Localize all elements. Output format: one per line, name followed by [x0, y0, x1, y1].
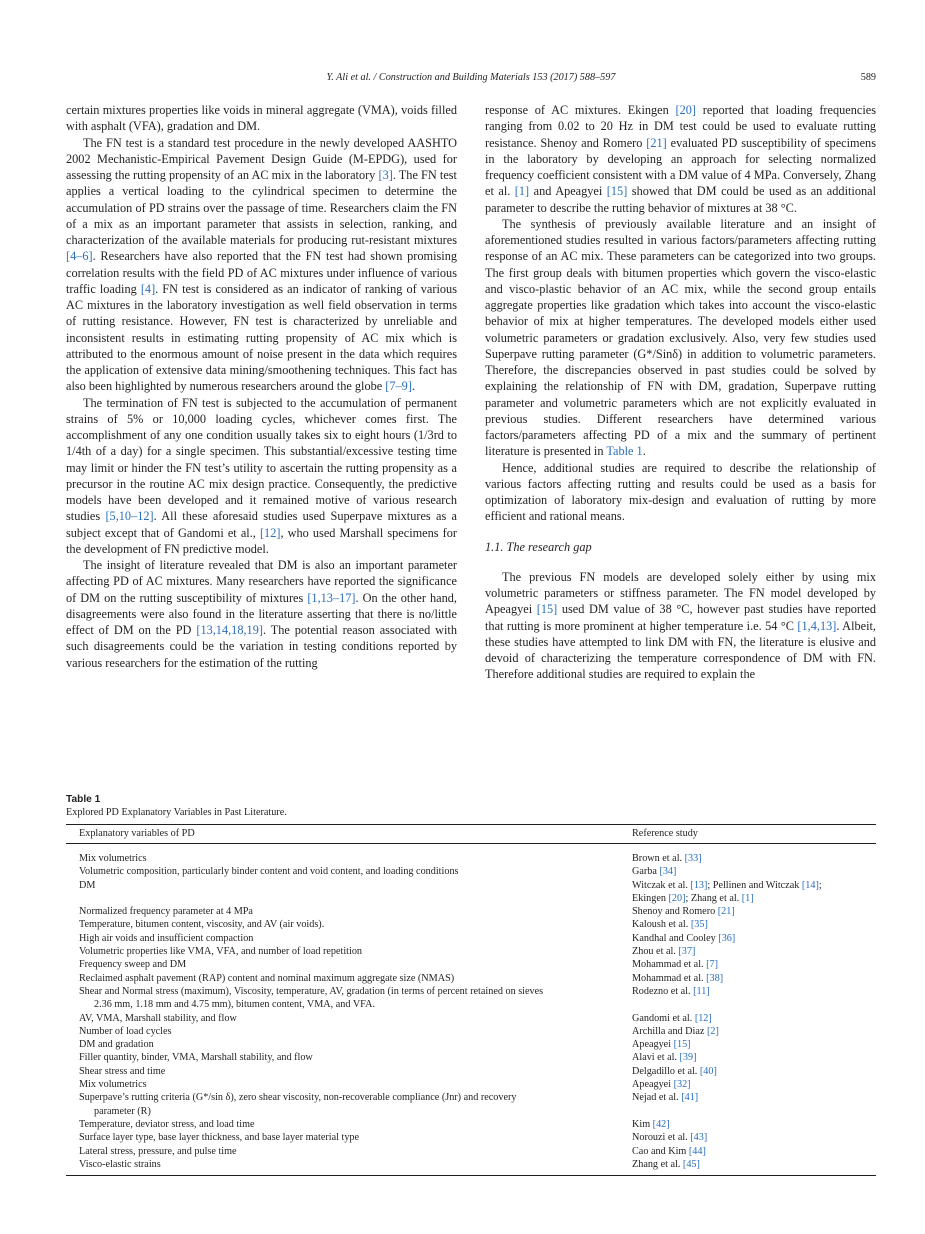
- citation-link[interactable]: [4–6]: [66, 249, 93, 264]
- reference-author: Alavi et al.: [632, 1052, 680, 1064]
- explanatory-variables-table: [66, 824, 876, 1176]
- reference-author: Norouzi et al.: [632, 1132, 691, 1144]
- variable-cell: [66, 918, 619, 931]
- variable-text: Temperature, deviator stress, and load time: [79, 1118, 255, 1130]
- table-row: [66, 1012, 876, 1025]
- variable-text: Filler quantity, binder, VMA, Marshall stability, and flow: [79, 1052, 313, 1064]
- table-1: [66, 793, 876, 1176]
- table-row: [66, 972, 876, 985]
- citation-link[interactable]: [2]: [706, 1025, 719, 1037]
- reference-author: Kaloush et al.: [632, 919, 691, 931]
- variable-text-continued: parameter (R): [94, 1105, 151, 1117]
- reference-cell: [619, 1051, 876, 1064]
- variable-text: Frequency sweep and DM: [79, 959, 187, 971]
- reference-cell: [619, 1131, 876, 1144]
- variable-cell: [66, 844, 619, 866]
- table-row: [66, 932, 876, 945]
- reference-cell: [619, 932, 876, 945]
- text: The termination of FN test is subjected to the accumulation of permanent strains of 5% or 10,000 loading cycles, whichever comes first. The accomplishment of any one condition usually takes six to eight hours (1/3rd to 1/4th of a day) for a single specimen. This substantial/excessive testing time may limit or hinder the FN test’s utility to ascertain the rutting propensity as a precursor in the routine AC mix design practice. Consequently, the predictive models have been developed and it remained motive of various research studies: [66, 395, 457, 524]
- table-row: [66, 905, 876, 918]
- reference-author: Archilla and Diaz: [632, 1025, 707, 1037]
- table-caption: Explored PD Explanatory Variables in Past Literature.: [66, 807, 287, 818]
- text: . Albeit, these studies have attempted to link DM with FN, the literature is elusive and devoid of characterizing the temperature correspondence of DM with FN. Therefore additional studies are required to explain the: [485, 618, 876, 682]
- variable-cell: [66, 865, 619, 878]
- reference-cell: [619, 1158, 876, 1176]
- citation-link[interactable]: [41]: [681, 1092, 699, 1104]
- variable-cell: [66, 1131, 619, 1144]
- citation-link[interactable]: [1,4,13]: [797, 618, 837, 633]
- table-label: Table 1: [66, 794, 101, 805]
- citation-link[interactable]: [1]: [514, 184, 530, 199]
- text: . The potential reason associated with such disagreements could be the variation in testing conditions reported by various researchers for the estimation of the rutting: [66, 623, 457, 670]
- variable-cell: [66, 1078, 619, 1091]
- table-link[interactable]: Table 1: [606, 444, 643, 459]
- citation-link[interactable]: [33]: [684, 853, 702, 864]
- variable-text: Number of load cycles: [79, 1025, 172, 1037]
- text: . Researchers have also reported that the FN test had shown promising correlation results with the field PD of AC mixtures under influence of various traffic loading: [66, 249, 457, 296]
- variable-text: Mix volumetrics: [79, 1079, 147, 1091]
- reference-author: Kim: [632, 1118, 653, 1130]
- reference-cell: [619, 879, 876, 906]
- reference-author: Brown et al.: [632, 853, 685, 864]
- paragraph: [485, 216, 876, 460]
- variable-cell: [66, 879, 619, 906]
- reference-author: Garba: [632, 866, 660, 878]
- reference-cell: [619, 972, 876, 985]
- text: evaluated PD susceptibility of specimens in the laboratory by developing an approach for selecting normalized frequency coefficient consistent with a DM value of 4 MPa. Conversely, Zhang et al.: [485, 135, 876, 199]
- text: . All these aforesaid studies used Superpave mixtures as a subject except that of Gandomi et al.,: [66, 509, 457, 540]
- reference-author: ;: [818, 879, 822, 891]
- section-heading: 1.1. The research gap: [485, 539, 592, 554]
- citation-link[interactable]: [11]: [693, 985, 710, 997]
- reference-author: Apeagyei: [632, 1079, 674, 1091]
- reference-author: Witczak et al.: [632, 879, 691, 891]
- citation-link[interactable]: [37]: [678, 946, 696, 958]
- variable-text: Volumetric properties like VMA, VFA, and number of load repetition: [79, 946, 363, 958]
- page-number: 589: [860, 72, 876, 83]
- variable-cell: [66, 1065, 619, 1078]
- variable-cell: [66, 945, 619, 958]
- citation-link[interactable]: [39]: [679, 1052, 697, 1064]
- citation-link[interactable]: [13,14,18,19]: [196, 623, 263, 637]
- reference-cell: [619, 958, 876, 971]
- variable-text: Normalized frequency parameter at 4 MPa: [79, 906, 253, 918]
- variable-cell: [66, 1091, 619, 1118]
- variable-cell: [66, 905, 619, 918]
- text: . FN test is considered as an indicator of ranking of various AC mixtures in the laboratory investigation as well field observation in terms of rutting resistance. However, FN test is characterized by unreliable and inconsistent results in estimating rutting propensity of AC mix which is attributed to the enormous amount of noise present in the data which requires the application of extensive data mining/smoothening techniques. This fact has also been highlighted by numerous researchers around the globe: [66, 281, 457, 394]
- text: , who used Marshall specimens for the development of FN predictive model.: [66, 525, 457, 556]
- variable-text: Volumetric composition, particularly binder content and void content, and loading conditions: [79, 866, 459, 878]
- reference-cell: [619, 865, 876, 878]
- paragraph: [66, 102, 457, 135]
- text: reported that loading frequencies ranging from 0.02 to 20 Hz in DM test could be used to evaluate rutting resistance. Shenoy and Romero: [485, 103, 876, 150]
- table-row: [66, 945, 876, 958]
- text: . The FN test applies a vertical loading to the cylindrical specimen to determine the accumulation of PD strains over the passage of time. Researchers claim the FN of a mix as an important parameter that assists in selection, ranking, and characterization of the available materials for producing rut-resistant mixtures: [66, 168, 457, 247]
- variable-text: Shear stress and time: [79, 1065, 166, 1077]
- citation-link[interactable]: [15]: [673, 1039, 691, 1051]
- text: . On the other hand, disagreements were also found in the literature asserting that there is no/little effect of DM on the PD: [66, 590, 457, 637]
- citation-link[interactable]: [34]: [659, 866, 677, 878]
- paragraph: [66, 135, 457, 395]
- citation-link[interactable]: [20]: [668, 892, 686, 904]
- citation-link[interactable]: [7]: [706, 959, 719, 971]
- right-column: [485, 102, 876, 683]
- reference-author: Kandhal and Cooley: [632, 932, 719, 944]
- table-row: [66, 844, 876, 866]
- table-header-row: [66, 825, 876, 844]
- table-row: [66, 1131, 876, 1144]
- table-row: [66, 1078, 876, 1091]
- table-row: [66, 1145, 876, 1158]
- reference-cell: [619, 918, 876, 931]
- variable-text: Reclaimed asphalt pavement (RAP) content and nominal maximum aggregate size (NMAS): [79, 972, 455, 984]
- text: The insight of literature revealed that DM is also an important parameter affecting PD of AC mixtures. Many researchers have reported the significance of DM on the rutting susceptibility of mixtures: [66, 558, 457, 605]
- reference-cell: [619, 945, 876, 958]
- reference-author: Gandomi et al.: [632, 1012, 695, 1024]
- table-row: [66, 879, 876, 906]
- variable-text: Surface layer type, base layer thickness, and base layer material type: [79, 1132, 360, 1144]
- variable-text: Superpave’s rutting criteria (G*/sin δ), zero shear viscosity, non-recoverable compliance (Jnr) and recovery: [79, 1092, 517, 1104]
- table-body: [66, 844, 876, 1176]
- reference-author: Delgadillo et al.: [632, 1065, 700, 1077]
- variable-text: Shear and Normal stress (maximum), Viscosity, temperature, AV, gradation (in terms of percent retained on sieves: [79, 985, 544, 997]
- citation-link[interactable]: [12]: [259, 525, 281, 540]
- reference-author: Zhou et al.: [632, 946, 679, 958]
- variable-cell: [66, 1158, 619, 1176]
- text: Hence, additional studies are required to describe the relationship of various factors affecting rutting and results could be used as a basis for optimization of laboratory mix-design and evaluation of rutting by more efficient and rational means.: [485, 460, 876, 524]
- citation-link[interactable]: [5,10–12]: [105, 509, 154, 524]
- citation-link[interactable]: [38]: [706, 972, 724, 984]
- table-row: [66, 1051, 876, 1064]
- citation-link[interactable]: [21]: [717, 906, 735, 918]
- text: used DM value of 38 °C, however past studies have reported that rutting is more prominent at higher temperature i.e. 54 °C: [485, 602, 876, 633]
- text: The previous FN models are developed solely either by using mix volumetric parameters or stiffness parameter. The FN model developed by Apeagyei: [485, 569, 876, 617]
- reference-cell: [619, 905, 876, 918]
- variable-cell: [66, 972, 619, 985]
- variable-text: Lateral stress, pressure, and pulse time: [79, 1145, 237, 1157]
- reference-cell: [619, 1025, 876, 1038]
- table-row: [66, 985, 876, 1012]
- citation-link[interactable]: [12]: [694, 1012, 712, 1024]
- citation-link[interactable]: [1]: [741, 892, 754, 904]
- table-row: [66, 1065, 876, 1078]
- variable-cell: [66, 1145, 619, 1158]
- citation-link[interactable]: [40]: [699, 1065, 717, 1077]
- text: .: [642, 444, 646, 459]
- reference-cell: [619, 1065, 876, 1078]
- reference-author: Zhang et al.: [632, 1158, 683, 1170]
- variable-text: Temperature, bitumen content, viscosity, and AV (air voids).: [79, 919, 325, 931]
- reference-author: Nejad et al.: [632, 1092, 682, 1104]
- variable-cell: [66, 1012, 619, 1025]
- reference-author: Ekingen: [632, 892, 669, 904]
- reference-cell: [619, 1145, 876, 1158]
- reference-author: Mohammad et al.: [632, 959, 707, 971]
- table-row: [66, 918, 876, 931]
- table-row: [66, 865, 876, 878]
- text: certain mixtures properties like voids in mineral aggregate (VMA), voids filled with asphalt (VFA), gradation and DM.: [66, 103, 457, 134]
- reference-cell: [619, 1091, 876, 1118]
- running-header: [66, 72, 876, 88]
- variable-cell: [66, 1025, 619, 1038]
- running-title: Y. Ali et al. / Construction and Building Materials 153 (2017) 588–597: [326, 72, 616, 83]
- paragraph: [485, 569, 876, 683]
- reference-cell: [619, 844, 876, 866]
- table-row: [66, 1025, 876, 1038]
- citation-link[interactable]: [15]: [536, 602, 558, 617]
- reference-author: Rodezno et al.: [632, 985, 694, 997]
- citation-link[interactable]: [14]: [801, 879, 819, 891]
- paragraph: [66, 557, 457, 671]
- citation-link[interactable]: [3]: [378, 168, 393, 182]
- variable-cell: [66, 1038, 619, 1051]
- variable-cell: [66, 958, 619, 971]
- reference-author: Cao and Kim: [632, 1145, 689, 1157]
- text: response of AC mixtures. Ekingen: [485, 103, 676, 117]
- citation-link[interactable]: [20]: [675, 103, 697, 117]
- citation-link[interactable]: [45]: [682, 1158, 700, 1170]
- reference-author: Mohammad et al.: [632, 972, 707, 984]
- variable-cell: [66, 932, 619, 945]
- table-row: [66, 1158, 876, 1176]
- reference-author: ; Pellinen and Witczak: [707, 879, 802, 891]
- table-row: [66, 1118, 876, 1131]
- citation-link[interactable]: [4]: [140, 281, 156, 296]
- variable-text: Mix volumetrics: [79, 853, 147, 864]
- text: The synthesis of previously available literature and an insight of aforementioned studies resulted in various factors/parameters affecting rutting response of an AC mix. These parameters can be categorized into two groups. The first group deals with bitumen properties which govern the visco-elastic and visco-plastic behavior of an AC mix, while the second group entails aggregate properties like gradation which takes into account the visco-elastic behavior of mix at higher temperatures. The developed models either used volumetric parameters or gradation exclusively. Also, very few studies used Superpave rutting parameter (G*/Sinδ) in addition to volumetric parameters. Therefore, the discrepancies observed in past studies could be solved by explaining the relationship of FN with DM, gradation, Superpave rutting parameter and volumetric parameters which are not explicitly evaluated in previous studies. Different researchers have determined various factors/parameters affecting PD of a mix and the summary of pertinent literature is presented in: [485, 216, 876, 459]
- reference-author: ; Zhang et al.: [685, 892, 742, 904]
- citation-link[interactable]: [44]: [688, 1145, 706, 1157]
- variable-cell: [66, 985, 619, 1012]
- column-header-reference: Reference study: [619, 825, 876, 844]
- paragraph: [485, 102, 876, 216]
- left-column: [66, 102, 457, 671]
- column-header-variables: Explanatory variables of PD: [66, 825, 619, 844]
- reference-author: Apeagyei: [632, 1039, 674, 1051]
- citation-link[interactable]: [32]: [673, 1079, 691, 1091]
- citation-link[interactable]: [35]: [690, 919, 708, 931]
- text: and Apeagyei: [529, 184, 607, 199]
- citation-link[interactable]: [36]: [718, 932, 736, 944]
- text: The FN test is a standard test procedure in the newly developed AASHTO 2002 Mechanistic-Empirical Pavement Design Guide (M-EPDG), used for assessing the rutting propensity of an AC mix in the laboratory: [66, 135, 457, 182]
- citation-link[interactable]: [7–9]: [385, 379, 412, 394]
- citation-link[interactable]: [15]: [606, 184, 628, 199]
- text: .: [411, 379, 415, 394]
- citation-link[interactable]: [43]: [690, 1132, 708, 1144]
- citation-link[interactable]: [13]: [690, 879, 708, 891]
- citation-link[interactable]: [21]: [646, 135, 667, 150]
- paragraph: [485, 460, 876, 525]
- reference-cell: [619, 1118, 876, 1131]
- reference-cell: [619, 1078, 876, 1091]
- table-row: [66, 1038, 876, 1051]
- reference-author: Shenoy and Romero: [632, 906, 718, 918]
- text: showed that DM could be used as an additional parameter to describe the rutting behavior of mixtures at 38 °C.: [485, 184, 876, 215]
- variable-cell: [66, 1051, 619, 1064]
- citation-link[interactable]: [1,13–17]: [307, 590, 356, 605]
- reference-cell: [619, 1038, 876, 1051]
- paragraph: [66, 395, 457, 558]
- table-row: [66, 1091, 876, 1118]
- variable-text: DM: [79, 879, 96, 891]
- variable-text: DM and gradation: [79, 1039, 154, 1051]
- variable-text-continued: 2.36 mm, 1.18 mm and 4.75 mm), bitumen content, VMA, and VFA.: [94, 999, 375, 1011]
- variable-text: High air voids and insufficient compaction: [79, 932, 254, 944]
- table-row: [66, 958, 876, 971]
- variable-text: AV, VMA, Marshall stability, and flow: [79, 1012, 237, 1024]
- reference-cell: [619, 1012, 876, 1025]
- variable-text: Visco-elastic strains: [79, 1158, 161, 1170]
- variable-cell: [66, 1118, 619, 1131]
- citation-link[interactable]: [42]: [652, 1118, 670, 1130]
- reference-cell: [619, 985, 876, 1012]
